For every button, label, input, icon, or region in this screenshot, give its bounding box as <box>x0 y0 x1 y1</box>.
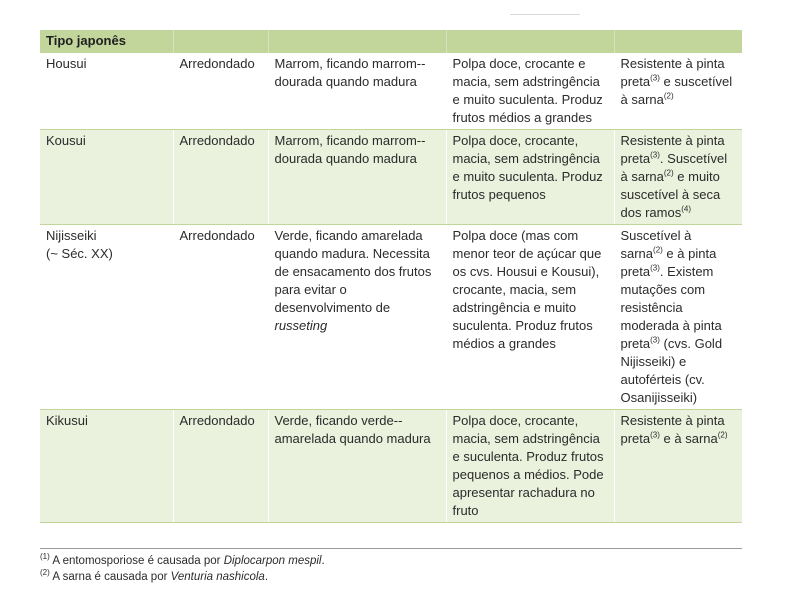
table-row <box>40 53 742 130</box>
footnote-species: Diplocarpon mespil <box>223 555 322 567</box>
cultivar-cell <box>40 410 173 523</box>
pulp-cell: Polpa doce, crocante, macia, sem adstringência e muito suculenta. Produz frutos pequenos <box>446 130 614 225</box>
footnote-ref: (3) <box>650 335 660 345</box>
footnote-ref: (3) <box>650 430 660 440</box>
resistance-cell <box>614 53 742 130</box>
footnote-ref: (4) <box>681 204 691 214</box>
footnote-text: A entomosporiose é causada por <box>49 555 224 567</box>
footnote-mark: (2) <box>40 568 50 578</box>
resistance-text: (cvs. Gold Nijisseiki) e autoférteis (cv. Osanijisseiki) <box>620 336 723 405</box>
cultivar-name: Nijisseiki <box>46 228 97 243</box>
pulp-cell: Polpa doce (mas com menor teor de açúcar que os cvs. Housui e Kousui), crocante, macia, sem adstringência e muito suculenta. Produz frutos médios a grandes <box>446 225 614 410</box>
footnote-ref: (3) <box>650 150 660 160</box>
footnote-end: . <box>321 555 325 567</box>
skin-cell <box>268 410 446 523</box>
resistance-text: Resistente à pinta preta <box>620 413 725 446</box>
resistance-text: e suscetível à sarna <box>620 74 733 107</box>
skin-cell <box>268 130 446 225</box>
skin-cell <box>268 53 446 130</box>
footnote-ref: (2) <box>663 91 674 101</box>
group-header-row <box>40 30 742 53</box>
footnotes <box>40 548 742 585</box>
skin-text: Marrom, ficando marrom--dourada quando madura <box>274 133 426 166</box>
footnote-line <box>40 553 742 569</box>
pulp-cell: Polpa doce, crocante e macia, sem adstringência e muito suculenta. Produz frutos médios a grandes <box>446 53 614 130</box>
resistance-text: . Suscetível à sarna <box>620 151 728 184</box>
cultivar-cell <box>40 225 173 410</box>
pear-cultivar-table <box>40 30 742 523</box>
resistance-text: e muito suscetível à seca dos ramos <box>620 169 721 220</box>
table-row <box>40 225 742 410</box>
resistance-text: Resistente à pinta preta <box>620 133 725 166</box>
pulp-cell: Polpa doce, crocante, macia, sem adstringência e suculenta. Produz frutos pequenos a médios. Pode apresentar rachadura no fruto <box>446 410 614 523</box>
group-label: Tipo japonês <box>40 30 173 53</box>
resistance-cell <box>614 225 742 410</box>
shape-cell: Arredondado <box>173 225 268 410</box>
footnote-ref: (2) <box>663 168 674 178</box>
footnote-end: . <box>264 571 269 583</box>
resistance-cell <box>614 130 742 225</box>
shape-cell: Arredondado <box>173 410 268 523</box>
shape-cell: Arredondado <box>173 53 268 130</box>
resistance-text: e à pinta preta <box>620 246 717 279</box>
table-row <box>40 130 742 225</box>
footnote-ref: (3) <box>650 263 660 273</box>
footnote-text: A sarna é causada por <box>49 571 171 583</box>
resistance-text: e à sarna <box>659 431 718 446</box>
resistance-text: Suscetível à sarna <box>620 228 692 261</box>
skin-text: Verde, ficando amarelada quando madura. Necessita de ensacamento dos frutos para evitar o desenvolvimento de <box>274 228 432 315</box>
cropped-text-remnant <box>510 14 580 21</box>
cropped-header-strip <box>40 0 742 30</box>
footnote-ref: (2) <box>717 430 728 440</box>
footnote-line <box>40 569 742 585</box>
skin-italic: russeting <box>274 318 328 333</box>
skin-cell <box>268 225 446 410</box>
cultivar-cell <box>40 130 173 225</box>
footnote-ref: (3) <box>650 73 660 83</box>
cultivar-name: Kousui <box>46 133 86 148</box>
skin-text: Verde, ficando verde--amarelada quando madura <box>274 413 431 446</box>
table-row <box>40 410 742 523</box>
resistance-text: Resistente à pinta preta <box>620 56 725 89</box>
footnote-mark: (1) <box>40 552 50 562</box>
cultivar-name: Housui <box>46 56 87 71</box>
resistance-cell <box>614 410 742 523</box>
footnote-ref: (2) <box>653 245 663 255</box>
skin-text: Marrom, ficando marrom--dourada quando madura <box>274 56 426 89</box>
cultivar-note: (~ Séc. XX) <box>46 246 113 261</box>
cultivar-name: Kikusui <box>46 413 88 428</box>
shape-cell: Arredondado <box>173 130 268 225</box>
resistance-text: . Existem mutações com resistência moderada à pinta preta <box>620 264 722 351</box>
cultivar-cell <box>40 53 173 130</box>
footnote-species: Venturia nashicola <box>170 571 265 583</box>
